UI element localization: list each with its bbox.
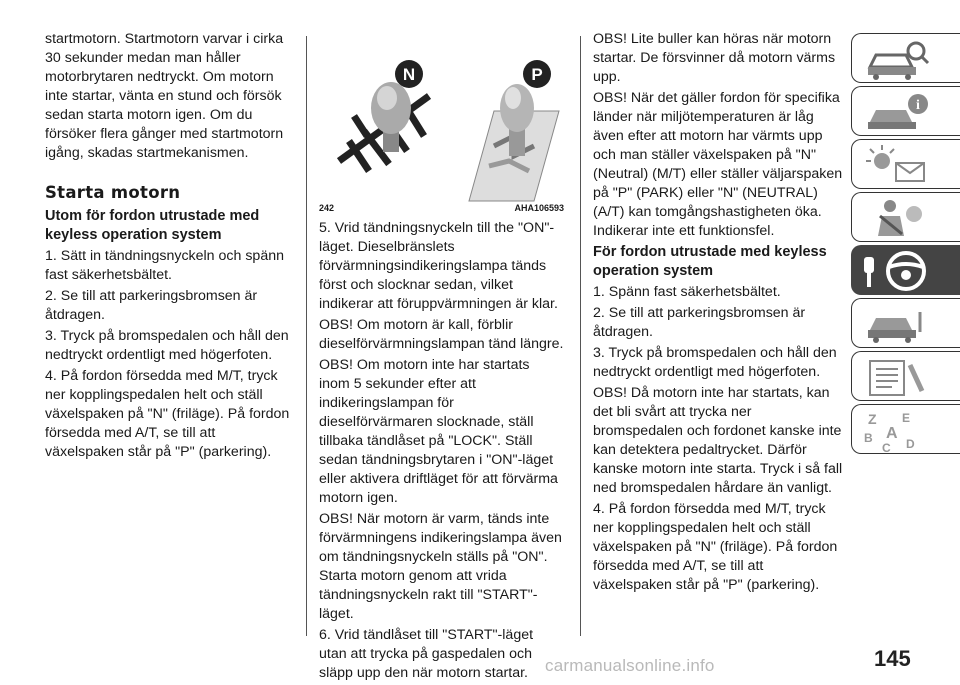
svg-text:B: B [864, 431, 873, 445]
tab-index[interactable] [851, 404, 960, 454]
step-2: 2. Se till att parkeringsbromsen är åtdragen. [45, 288, 258, 323]
column-divider [306, 36, 307, 636]
car-magnifier-icon [862, 37, 932, 81]
note-paragraph: OBS! Då motorn inte har startats, kan det bli svårt att trycka ner bromspedalen och fordonet kanske inte kan detektera pedaltrycket. Därför kanske motorn inte starta. Tryck i så fall ned bromspedalen hårdare än vanligt. [593, 385, 843, 496]
page-number: 145 [874, 646, 911, 671]
paragraph: OBS! Om motorn är kall, förblir dieselförvärmningslampan tänd längre. [319, 317, 564, 352]
n-label: N [402, 65, 416, 84]
gear-illustration [319, 36, 564, 208]
figure-number: 242 [319, 203, 335, 213]
section-title: Starta motorn [45, 183, 181, 202]
tab-maintenance[interactable] [851, 351, 960, 401]
p-label: P [531, 65, 543, 84]
column-divider [580, 36, 581, 636]
manual-gear-knob [371, 82, 411, 152]
step-2: 2. Se till att parkeringsbromsen är åtdragen. [593, 305, 806, 340]
note-paragraph: OBS! När det gäller fordon för specifika länder när miljötemperaturen är låg även efter att motorn har värmts upp och man ställer växelspaken på "N" (Neutral) (M/T) eller ställer väljarspaken på "P" (PARK) eller "N" (NEUTRAL) (A/T) kan tomgångshastigheten öka. Indikerar inte ett funktionsfel. [593, 90, 843, 239]
paragraph: 5. Vrid tändningsnyckeln till the "ON"-läget. Dieselbränslets förvärmningsindikeringslampa tänds först och slocknar sedan, vilket indikerar att föruppvärmningen är klar. [319, 220, 558, 312]
paragraph: OBS! Om motorn inte har startats inom 5 sekunder efter att indikeringslampan för dieselförvärmaren slocknade, ställ tillbaka tändlåset på "LOCK". Ställ sedan tändningsbrytaren i "ON"-läget eller aktivera driftläget för att förvärma motorn igen. [319, 357, 558, 506]
step-3: 3. Tryck på bromspedalen och håll den nedtryckt ordentligt med högerfoten. [45, 328, 289, 363]
text-column-2 [319, 219, 564, 685]
svg-text:A: A [886, 425, 898, 442]
figure-caption [319, 203, 564, 213]
tab-car-search[interactable] [851, 33, 960, 83]
paragraph: OBS! När motorn är varm, tänds inte förvärmningens indikeringslampa även om tändningsnyckeln ställs på "ON". Starta motorn genom att vrida tändningsnyckeln rakt till "START"-läget. [319, 511, 562, 622]
note-paragraph: OBS! Lite buller kan höras när motorn startar. De försvinner då motorn värms upp. [593, 31, 836, 85]
car-breakdown-icon [862, 302, 932, 346]
svg-text:E: E [902, 411, 911, 425]
gear-shift-figure [319, 36, 564, 208]
svg-text:D: D [906, 437, 915, 451]
car-info-icon [862, 90, 932, 134]
tab-starting-driving[interactable] [851, 245, 960, 295]
warning-lights-icon [862, 143, 932, 187]
tab-emergency[interactable] [851, 298, 960, 348]
svg-text:i: i [916, 98, 920, 113]
text-column-1 [45, 30, 295, 464]
subsection-title: Utom för fordon utrustade med keyless operation system [45, 208, 260, 243]
maintenance-list-icon [862, 355, 932, 399]
tab-car-info[interactable] [851, 86, 960, 136]
step-4: 4. På fordon försedda med M/T, tryck ner kopplingspedalen helt och ställ växelspaken på "N" (friläge). På fordon försedda med A/T, se till att växelspaken står på "P" (parkering). [45, 368, 290, 460]
step-1: 1. Sätt in tändningsnyckeln och spänn fast säkerhetsbältet. [45, 248, 284, 283]
subsection-title: För fordon utrustade med keyless operation system [593, 244, 827, 279]
svg-text:C: C [882, 441, 891, 452]
seatbelt-airbag-icon [862, 196, 932, 240]
key-steering-wheel-icon [862, 249, 942, 293]
watermark: carmanualsonline.info [545, 656, 715, 675]
tab-safety[interactable] [851, 192, 960, 242]
intro-paragraph: startmotorn. Startmotorn varvar i cirka 30 sekunder medan man håller motorbrytaren nedtryckt. Om motorn inte startar, vänta en stund och försök sedan starta motorn igen. Om du försöker flera gånger med startmotorn igång, skadas startmekanismen. [45, 31, 284, 161]
paragraph: 6. Vrid tändlåset till "START"-läget utan att trycka på gaspedalen och släpp upp den när motorn startar. [319, 627, 534, 681]
step-4: 4. På fordon försedda med M/T, tryck ner kopplingspedalen helt och ställ växelspaken på "N" (friläge). På fordon försedda med A/T, se till att växelspaken står på "P" (parkering). [593, 501, 838, 593]
alphabetical-index-icon [862, 408, 932, 452]
step-3: 3. Tryck på bromspedalen och håll den nedtryckt ordentligt med högerfoten. [593, 345, 837, 380]
svg-text:Z: Z [868, 411, 877, 427]
figure-code: AHA106593 [514, 203, 564, 213]
text-column-3 [593, 30, 843, 597]
tab-warning-lights[interactable] [851, 139, 960, 189]
step-1: 1. Spänn fast säkerhetsbältet. [593, 284, 781, 300]
